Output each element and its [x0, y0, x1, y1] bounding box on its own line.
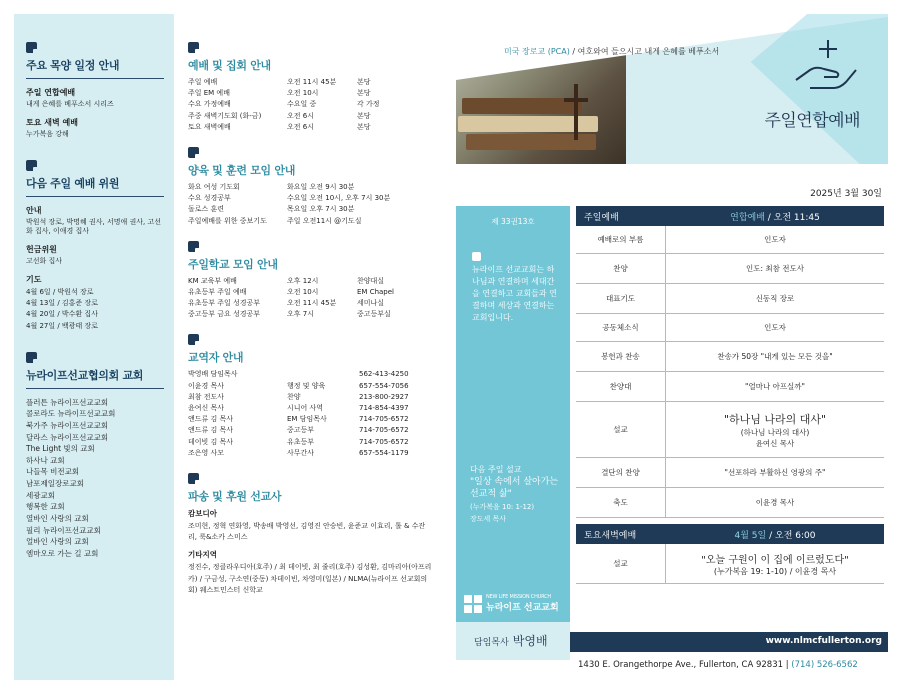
senior-pastor: 담임목사 박영배 [456, 622, 570, 660]
list-item: 필리 뉴라이프선교교회 [26, 525, 101, 535]
website-link[interactable]: www.nlmcfullerton.org [765, 636, 882, 646]
item-heading: 안내 [26, 205, 42, 215]
section-title: 양육 및 훈련 모임 안내 [188, 163, 296, 177]
list-item: 열바인 사랑의 교회 [26, 513, 89, 523]
list-item: 플러튼 뉴라이프선교교회 [26, 397, 109, 407]
table-row: 수요 성경공부 수요일 오전 10시, 오후 7시 30분 [188, 194, 391, 203]
page-title: 주일연합예배 [764, 111, 860, 131]
section-title: 파송 및 후원 선교사 [188, 489, 282, 503]
table-row: 윤여신 목사 시니어 사역 714-854-4397 [188, 404, 409, 412]
sunday-service-header: 주일예배 연합예배 / 오전 11:45 [576, 206, 884, 226]
table-row: 앤드류 김 목사 EM 담임목사 714-705-6572 [188, 415, 409, 424]
table-row: 대표기도 신동직 장로 [576, 284, 884, 314]
table-row: 찬양대 "얼마나 아프실까" [576, 372, 884, 402]
bulletin-date: 2025년 3월 30일 [810, 189, 882, 199]
table-row: 찬양 인도: 최참 전도사 [576, 254, 884, 284]
table-row: 화요 여성 기도회 화요일 오전 9시 30분 [188, 182, 355, 191]
section-square-icon [188, 334, 199, 345]
churches-section [26, 352, 164, 560]
school-section [188, 241, 434, 321]
church-address: 1430 E. Orangethorpe Ave., Fullerton, CA 92831 | (714) 526-6562 [578, 660, 858, 670]
list-item: 얼바인 사랑의 교회 [26, 537, 89, 547]
table-row: 공동체소식 인도자 [576, 314, 884, 342]
region-heading: 캄보디아 [188, 508, 217, 518]
logo-mark-icon [464, 595, 482, 613]
section-square-icon [188, 42, 199, 53]
missionary-list: 정진수, 정클라우디아(호주) / 최 데이빗, 최 줄리(호주) 김성환, 김마리아(아프리카) / 구금성, 구소연(중동) 차데이빈, 차영미(일본) / NLMA(뉴라이프 선교회의회) 웨스트민스터 신학교 [188, 563, 432, 594]
section-title: 뉴라이프선교협의회 교회 [26, 367, 164, 389]
left-panel [14, 14, 174, 680]
table-row: 유초등부 주일 성경공부 오전 11시 45분 세미나실 [188, 299, 385, 308]
hero-banner [456, 14, 888, 164]
section-square-icon [26, 42, 37, 53]
church-vision: 뉴라이프 선교교회는 하나님과 연결하며 세대간을 연결하고 교회들과 연결하며 세상과 연결하는 교회입니다. [472, 265, 557, 322]
table-row: 토요 새벽예배 오전 6시 본당 [188, 122, 371, 131]
list-item: 나들목 비전교회 [26, 467, 80, 477]
training-section [188, 147, 434, 227]
list-item: 남포제일장로교회 [26, 479, 84, 489]
phone-number: (714) 526-6562 [791, 660, 858, 670]
table-row: 수요 가정예배 수요일 중 각 가정 [188, 100, 380, 109]
committee-section [26, 160, 164, 332]
saturday-service-header: 토요새벽예배 4월 5일 / 오전 6:00 [576, 524, 884, 544]
table-row: 주중 새벽기도회 (화-금) 오전 6시 본당 [188, 111, 371, 120]
item-text: 내게 은혜를 베푸소서 시리즈 [26, 100, 114, 108]
table-row: 앤드류 김 목사 중고등부 714-705-6572 [188, 426, 409, 435]
prayer-line: 4월 20일 / 박수환 집사 [26, 310, 98, 319]
next-sermon: 다음 주일 설교 "일상 속에서 살아가는 선교적 삶" (누가복음 10: 1-12) 장도세 목사 [470, 464, 566, 524]
prayer-line: 4월 13일 / 김홍준 장로 [26, 299, 98, 308]
list-item: 콜로라도 뉴라이프선교교회 [26, 409, 116, 419]
region-heading: 기타지역 [188, 550, 217, 560]
middle-panel [178, 14, 442, 680]
section-title: 주요 목양 일정 안내 [26, 57, 164, 79]
section-title: 예배 및 집회 안내 [188, 59, 271, 72]
table-row: 설교 "하나님 나라의 대사" (하나님 나라의 대사) 윤여신 목사 [576, 402, 884, 458]
item-text: 누가복음 강해 [26, 129, 69, 138]
hero-caption: 미국 장로교 (PCA) / 여호와여 들으시고 내게 은혜를 베푸소서 [504, 47, 720, 56]
table-row: 중고등부 금요 성경공부 오후 7시 중고등부실 [188, 310, 391, 319]
table-row: 설교 "오늘 구원이 이 집에 이르렀도다" (누가복음 19: 1-10) / 이윤경 목사 [576, 544, 884, 584]
volume-number: 제 33권13호 [491, 217, 535, 226]
right-panel [456, 14, 888, 680]
table-row: 이윤경 목사 행정 및 양육 657-554-7056 [188, 381, 409, 390]
section-title: 주일학교 모임 안내 [188, 257, 278, 271]
missions-section [188, 473, 434, 596]
table-row: 예배로의 부름 인도자 [576, 226, 884, 254]
sermon-title: "하나님 나라의 대사" [723, 412, 827, 426]
list-item: The Light 빛의 교회 [26, 444, 95, 454]
section-square-icon [188, 147, 199, 158]
order-of-service [576, 206, 884, 584]
list-item: 북가주 뉴라이프선교교회 [26, 420, 109, 430]
prayer-line: 4월 27일 / 백광태 장로 [26, 321, 98, 330]
worship-section [188, 42, 434, 133]
missionary-list: 조미현, 정혁 연화영, 박송배 박영선, 김영진 안승빈, 윤준교 이효리, 톨 & 수잔 리, 룩&소카 스미스 [188, 521, 426, 542]
table-row: 조은영 사모 사무간사 657-554-1179 [188, 448, 409, 457]
list-item: 엠마오로 가는 길 교회 [26, 548, 99, 558]
schedule-section [26, 42, 164, 140]
hand-plus-icon [790, 36, 860, 96]
table-row: 축도 이윤경 목사 [576, 488, 884, 518]
item-heading: 헌금위원 [26, 245, 57, 255]
table-row: 박영배 담임목사 562-413-4250 [188, 370, 409, 379]
website-bar [570, 632, 888, 652]
table-row: KM 교육부 예배 오후 12시 찬양대실 [188, 276, 385, 285]
list-item: 행복한 교회 [26, 502, 65, 512]
sermon-title: "오늘 구원이 이 집에 이르렀도다" [701, 554, 849, 566]
table-row: 데이빗 김 목사 유초등부 714-705-6572 [188, 437, 409, 446]
table-row: 돌로스 훈련 목요일 오후 7시 30분 [188, 205, 355, 214]
staff-section [188, 334, 434, 459]
list-item: 세광교회 [26, 490, 55, 500]
section-square-icon [472, 252, 481, 261]
table-row: 주일 예배 오전 11시 45분 본당 [188, 78, 371, 86]
section-square-icon [188, 241, 199, 252]
table-row: 결단의 찬양 "선포하라 부활하신 영광의 주" [576, 458, 884, 488]
item-heading: 주일 연합예배 [26, 88, 76, 97]
church-logo: NEW LIFE MISSION CHURCH 뉴라이프 선교교회 [464, 594, 574, 613]
table-row: 최참 전도사 찬양 213-800-2927 [188, 392, 409, 401]
table-row: 유초등부 주일 예배 오전 10시 EM Chapel [188, 287, 394, 296]
next-sermon-title: "일상 속에서 살아가는 선교적 삶" [470, 477, 559, 499]
list-item: 하사나 교회 [26, 455, 65, 465]
table-row: 봉헌과 찬송 찬송가 50장 "내게 있는 모든 것을" [576, 342, 884, 372]
item-heading: 기도 [26, 274, 42, 284]
info-column [456, 206, 570, 622]
section-square-icon [26, 160, 37, 171]
item-heading: 토요 새벽 예배 [26, 117, 78, 127]
church-list [26, 397, 164, 560]
prayer-line: 4월 6일 / 박원석 장로 [26, 287, 94, 296]
item-text: 고선화 집사 [26, 257, 63, 266]
table-row: 주일 EM 예배 오전 10시 본당 [188, 89, 371, 98]
section-square-icon [26, 352, 37, 363]
section-title: 다음 주일 예배 위원 [26, 175, 164, 197]
section-square-icon [188, 473, 199, 484]
list-item: 달라스 뉴라이프선교교회 [26, 432, 109, 442]
item-text: 박원석 장로, 박명혜 권사, 서명애 권사, 고선화 집사, 이애경 집사 [26, 217, 161, 236]
section-title: 교역자 안내 [188, 351, 244, 365]
table-row: 주일예배를 위한 중보기도 주일 오전11시 @기도실 [188, 216, 362, 225]
